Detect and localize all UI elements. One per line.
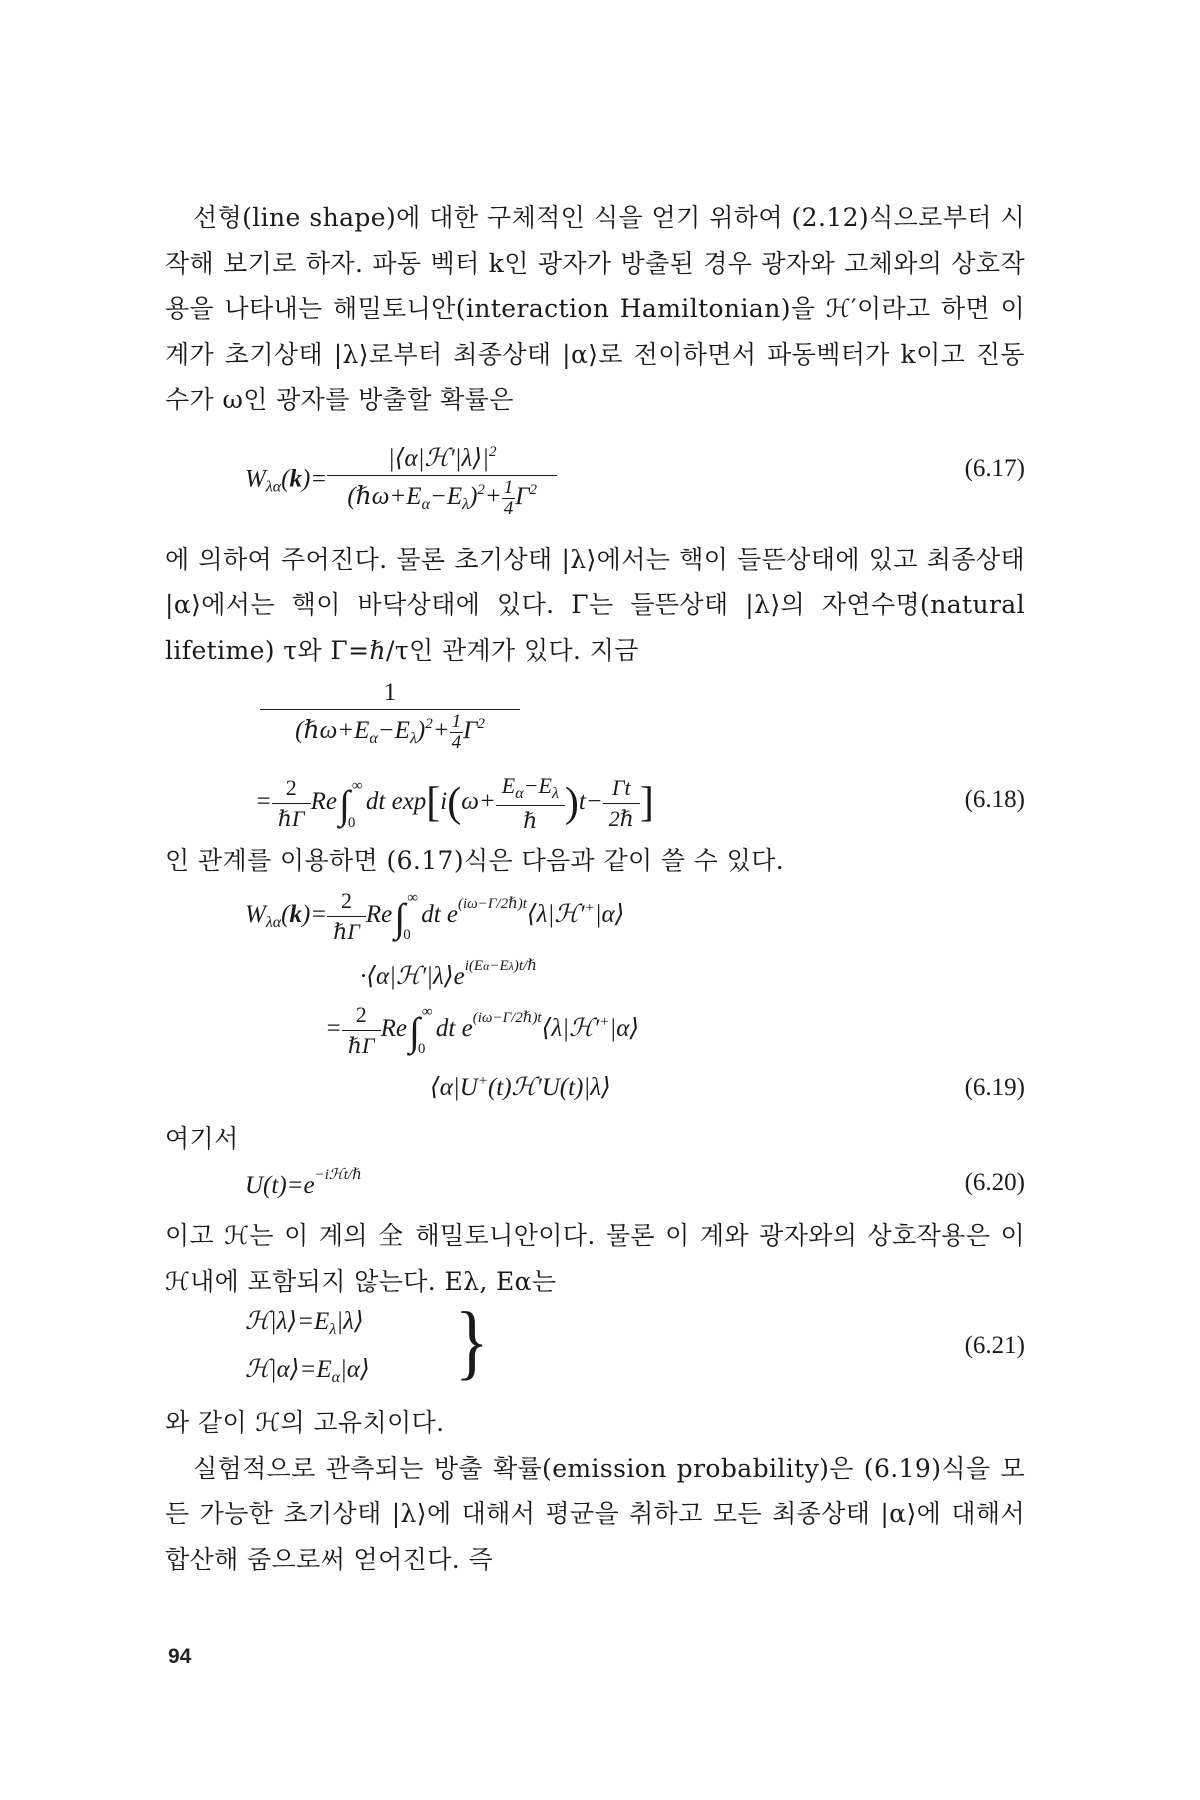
page-number: 94 <box>168 1645 192 1668</box>
equation-label-6-17: (6.17) <box>964 454 1025 482</box>
equation-label-6-21: (6.21) <box>964 1332 1025 1359</box>
equation-label-6-18: (6.18) <box>964 786 1025 813</box>
equation-6-20: $U(t)=e^{-iℋt/\hbar}$ (6.20) <box>245 1167 1025 1199</box>
equation-label-6-19: (6.19) <box>964 1073 1025 1101</box>
equation-6-19: $W_{\lambda\alpha}(k)=$ $\frac{2}{\text{ℏΓ}}$ Re∫ ∞ 0 dt $e^{(i\omega-\Gamma/2\hbar)t}⟨\lambda|ℋ'^+|\alpha⟩$ $\cdot⟨\alpha|ℋ'|\lambda⟩e^{i(E\alpha-E\lambda)t/\hbar}$ = $\frac{2}{\text{ℏΓ}}$ Re∫ ∞ 0 dt $e^{(i\omega-\Gamma/2\hbar)t}⟨\lambda|ℋ'^+|\alpha⟩$ ⟨α|U+(t)ℋ′U(t)|λ⟩ (6.19) <box>245 887 1025 1101</box>
paragraph-initial-state: 에 의하여 주어진다. 물론 초기상태 |λ⟩에서는 핵이 들뜬상태에 있고 최종상태 |α⟩에서는 핵이 바닥상태에 있다. Γ는 들뜬상태 |λ⟩의 자연수명(natural lifetime) τ와 Γ=ℏ/τ인 관계가 있다. 지금 <box>165 544 1025 665</box>
paragraph-total-hamiltonian: 이고 ℋ는 이 계의 全 해밀토니안이다. 물론 이 계와 광자와의 상호작용은 이 ℋ내에 포함되지 않는다. Eλ, Eα는 <box>165 1221 1025 1296</box>
page-content <box>165 195 1025 1582</box>
paragraph-line-shape: 선형(line shape)에 대한 구체적인 식을 얻기 위하여 (2.12)식으로부터 시작해 보기로 하자. 파동 벡터 k인 광자가 방출된 경우 광자와 고체와의 상호작용을 나타내는 해밀토니안(interaction Hamiltonian)을 ℋ′이라고 하면 이 계가 초기상태 |λ⟩로부터 최종상태 |α⟩로 전이하면서 파동벡터가 k이고 진동수가 ω인 광자를 방출할 확률은 <box>165 203 1025 414</box>
paragraph-emission-probability: 실험적으로 관측되는 방출 확률(emission probability)은 (6.19)식을 모든 가능한 초기상태 |λ⟩에 대해서 평균을 취하고 모든 최종상태 |α⟩에 대해서 합산해 줌으로써 얻어진다. 즉 <box>165 1453 1025 1574</box>
paragraph-using-relation: 인 관계를 이용하면 (6.17)식은 다음과 같이 쓸 수 있다. <box>165 846 785 875</box>
equation-6-17: $W_{\lambda\alpha}(k)=$ $|⟨\alpha|ℋ'|\lambda⟩|^2$ $(\hbar\omega+E_\alpha-E_\lambda)^2+$ $\frac{1}{4}$ $\Gamma^2$ (6.17) <box>245 443 1025 519</box>
equation-6-21: $ℋ|\lambda⟩=E_\lambda|\lambda⟩$ $ℋ|\alpha⟩=E_\alpha|\alpha⟩$ } (6.21) <box>245 1296 1025 1389</box>
equation-6-18: 1 $(\hbar\omega+E_\alpha-E_\lambda)^2+$ $\frac{1}{4}$ $\Gamma^2$ = $\frac{2}{\text{ℏΓ}}$ Re∫ ∞ 0 dt exp[i(ω+ $\frac{E_\alpha-E_\lambda}{\text{ℏ}}$ )t− $\frac{\Gamma t}{\text{2ℏ}}$ ] (6.18) <box>255 679 1025 833</box>
paragraph-eigenvalues: 와 같이 ℋ의 고유치이다. <box>165 1408 445 1437</box>
paragraph-where: 여기서 <box>165 1123 239 1153</box>
equation-label-6-20: (6.20) <box>964 1169 1025 1196</box>
